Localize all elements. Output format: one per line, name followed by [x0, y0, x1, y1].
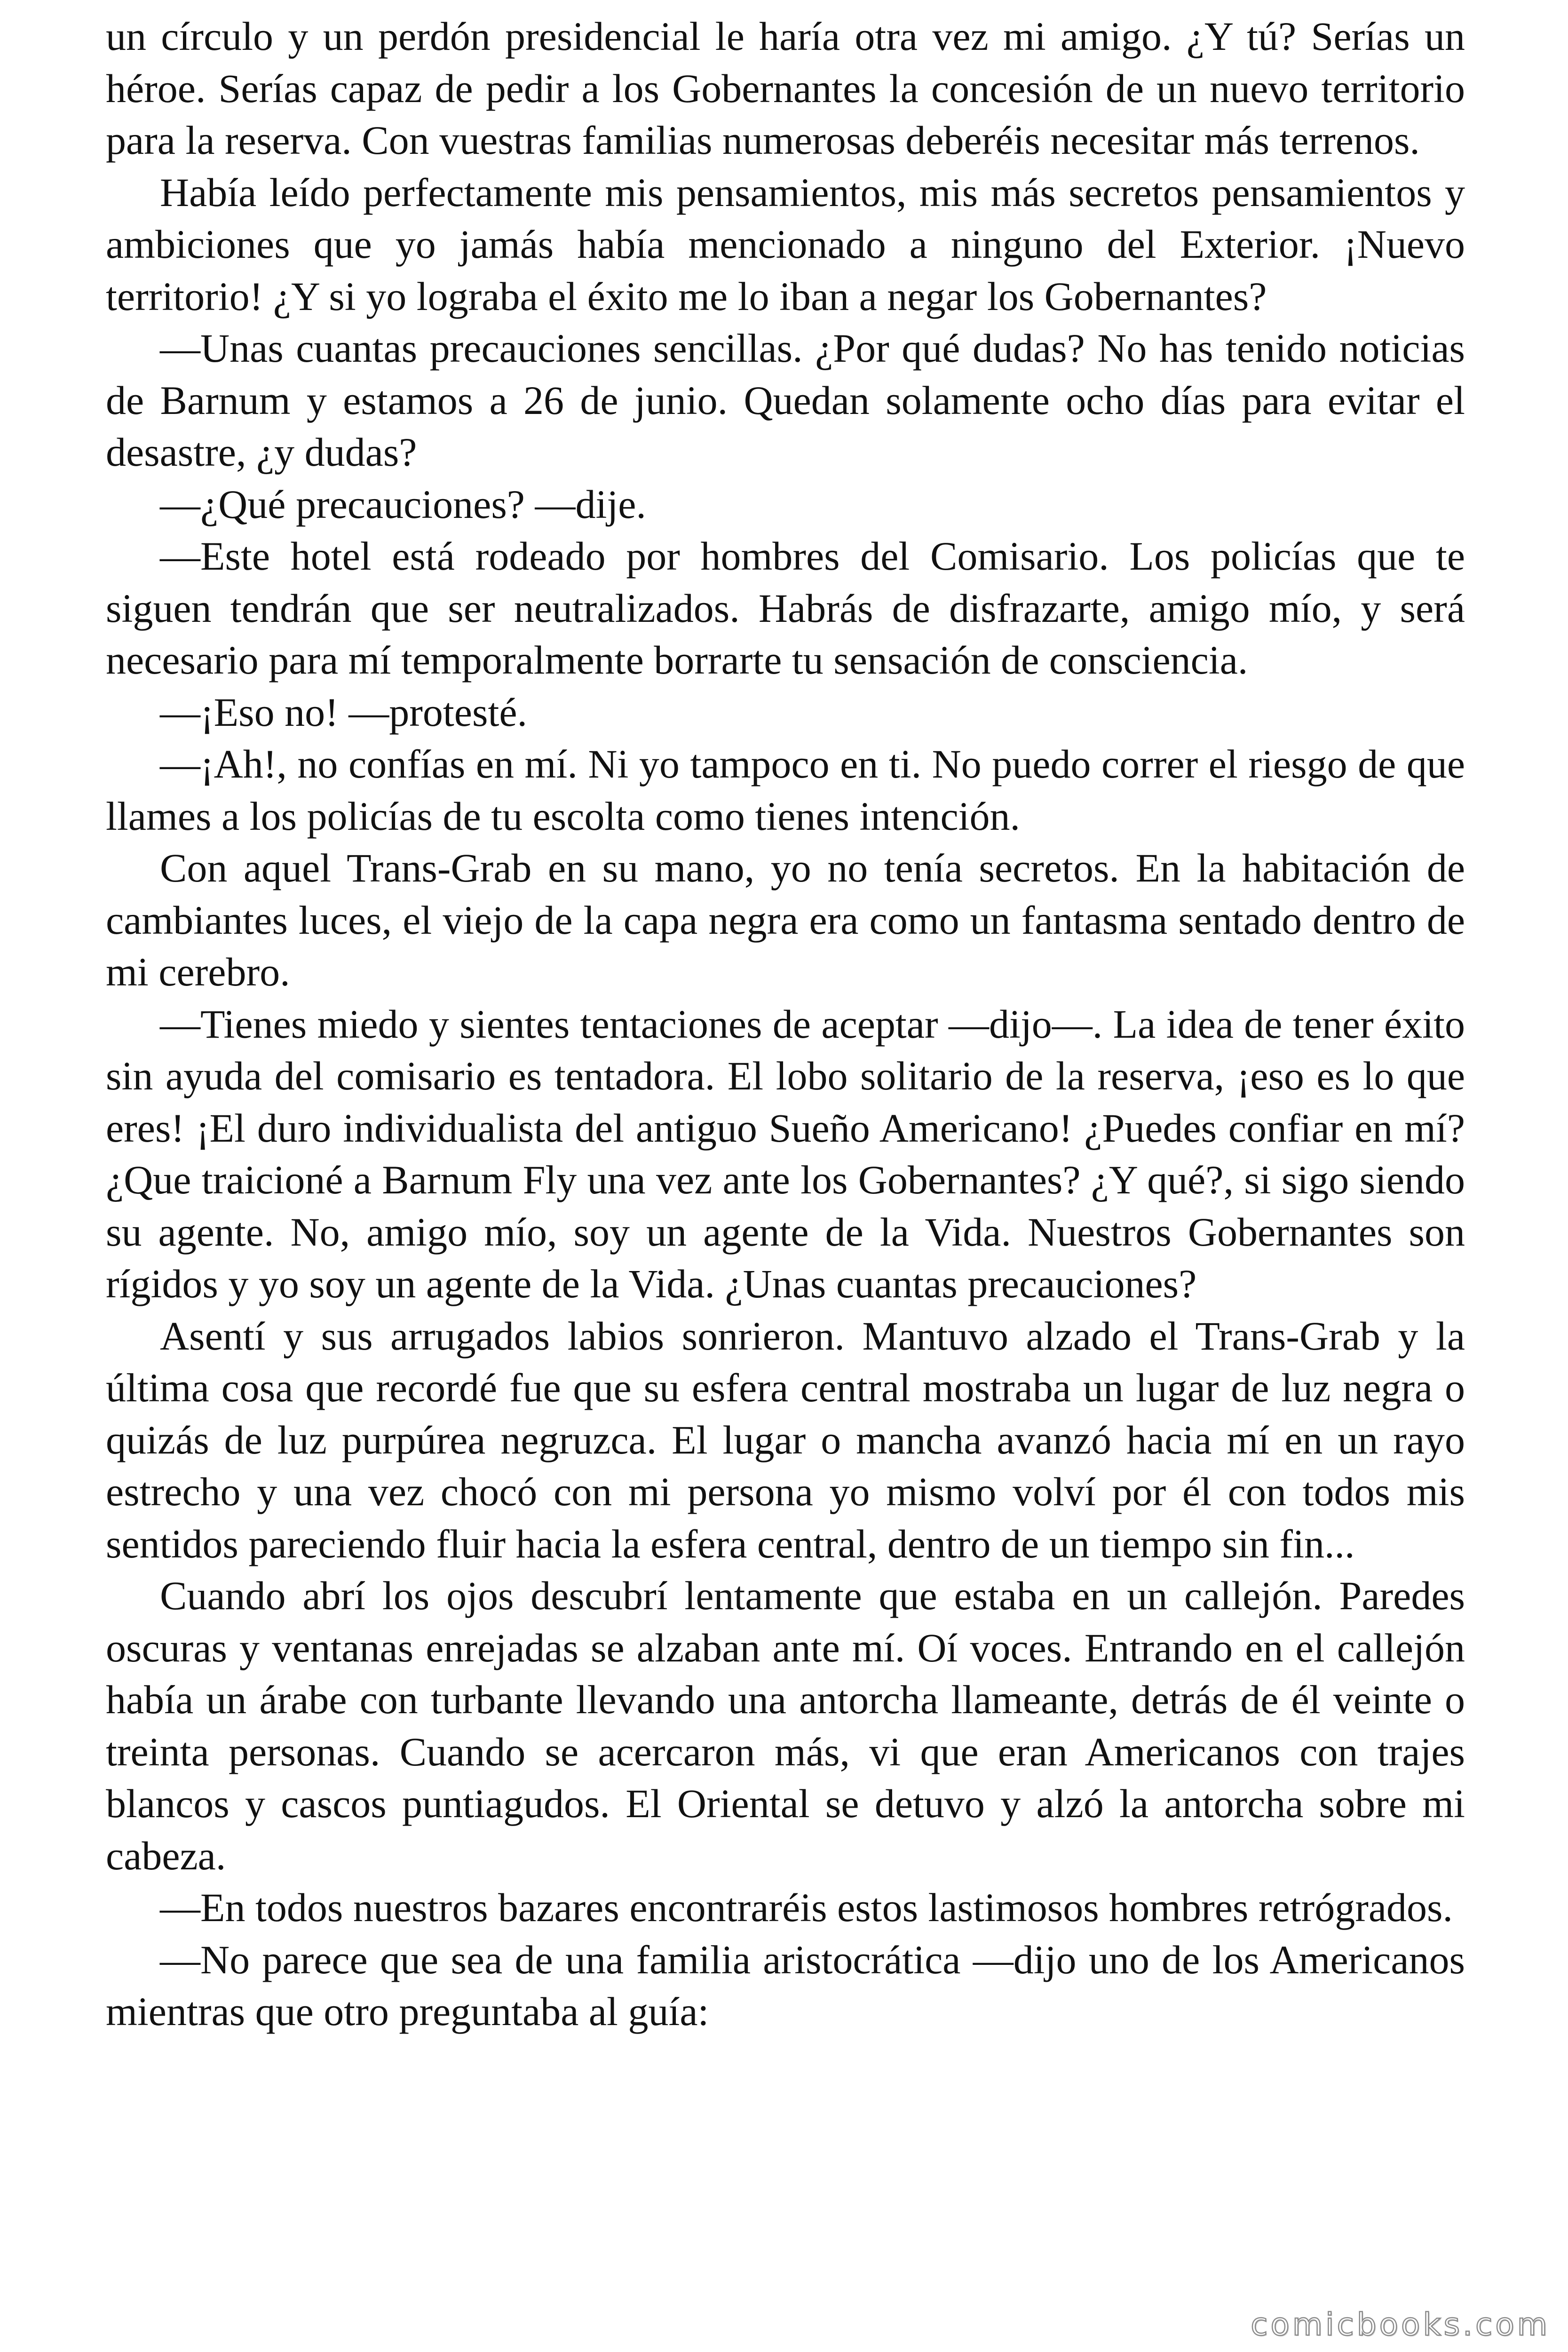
body-text: [106, 10, 1465, 2038]
dialogue-paragraph: —Tienes miedo y sientes tentaciones de aceptar —dijo—. La idea de tener éxito sin ayuda del comisario es tentadora. El lobo solitario de la reserva, ¡eso es lo que eres! ¡El duro individualista del antiguo Sueño Americano! ¿Puedes confiar en mí? ¿Que traicioné a Barnum Fly una vez ante los Gobernantes? ¿Y qué?, si sigo siendo su agente. No, amigo mío, soy un agente de la Vida. Nuestros Gobernantes son rígidos y yo soy un agente de la Vida. ¿Unas cuantas precauciones?: [106, 1001, 1465, 1306]
paragraph: Asentí y sus arrugados labios sonrieron. Mantuvo alzado el Trans-Grab y la última cosa que recordé fue que su esfera central mostraba un lugar de luz negra o quizás de luz purpúrea negruzca. El lugar o mancha avanzó hacia mí en un rayo estrecho y una vez chocó con mi persona yo mismo volví por él con todos mis sentidos pareciendo fluir hacia la esfera central, dentro de un tiempo sin fin...: [106, 1313, 1465, 1566]
paragraph: Había leído perfectamente mis pensamientos, mis más secretos pensamientos y ambiciones que yo jamás había mencionado a ninguno del Exterior. ¡Nuevo territorio! ¿Y si yo lograba el éxito me lo iban a negar los Gobernantes?: [106, 169, 1465, 319]
paragraph-continuation: un círculo y un perdón presidencial le haría otra vez mi amigo. ¿Y tú? Serías un héroe. Serías capaz de pedir a los Gobernantes la concesión de un nuevo territorio para la reserva. Con vuestras familias numerosas deberéis necesitar más terrenos.: [106, 14, 1465, 163]
dialogue-paragraph: —¡Eso no! —protesté.: [160, 689, 528, 735]
paragraph: Con aquel Trans-Grab en su mano, yo no tenía secretos. En la habitación de cambiantes luces, el viejo de la capa negra era como un fantasma sentado dentro de mi cerebro.: [106, 845, 1465, 994]
dialogue-paragraph: —¡Ah!, no confías en mí. Ni yo tampoco en ti. No puedo correr el riesgo de que llames a los policías de tu escolta como tienes intención.: [106, 741, 1465, 839]
dialogue-paragraph: —Unas cuantas precauciones sencillas. ¿Por qué dudas? No has tenido noticias de Barnum y estamos a 26 de junio. Quedan solamente ocho días para evitar el desastre, ¿y dudas?: [106, 326, 1465, 475]
dialogue-paragraph: —¿Qué precauciones? —dije.: [160, 481, 646, 527]
dialogue-paragraph: —No parece que sea de una familia aristocrática —dijo uno de los Americanos mientras que otro preguntaba al guía:: [106, 1937, 1465, 2034]
watermark: comicbooks.com: [1251, 2306, 1550, 2343]
dialogue-paragraph: —En todos nuestros bazares encontraréis estos lastimosos hombres retrógrados.: [160, 1885, 1453, 1930]
paragraph: Cuando abrí los ojos descubrí lentamente que estaba en un callejón. Paredes oscuras y ventanas enrejadas se alzaban ante mí. Oí voces. Entrando en el callejón había un árabe con turbante llevando una antorcha llameante, detrás de él veinte o treinta personas. Cuando se acercaron más, vi que eran Americanos con trajes blancos y cascos puntiagudos. El Oriental se detuvo y alzó la antorcha sobre mi cabeza.: [106, 1573, 1465, 1878]
dialogue-paragraph: —Este hotel está rodeado por hombres del Comisario. Los policías que te siguen tendrán que ser neutralizados. Habrás de disfrazarte, amigo mío, y será necesario para mí temporalmente borrarte tu sensación de consciencia.: [106, 533, 1465, 683]
